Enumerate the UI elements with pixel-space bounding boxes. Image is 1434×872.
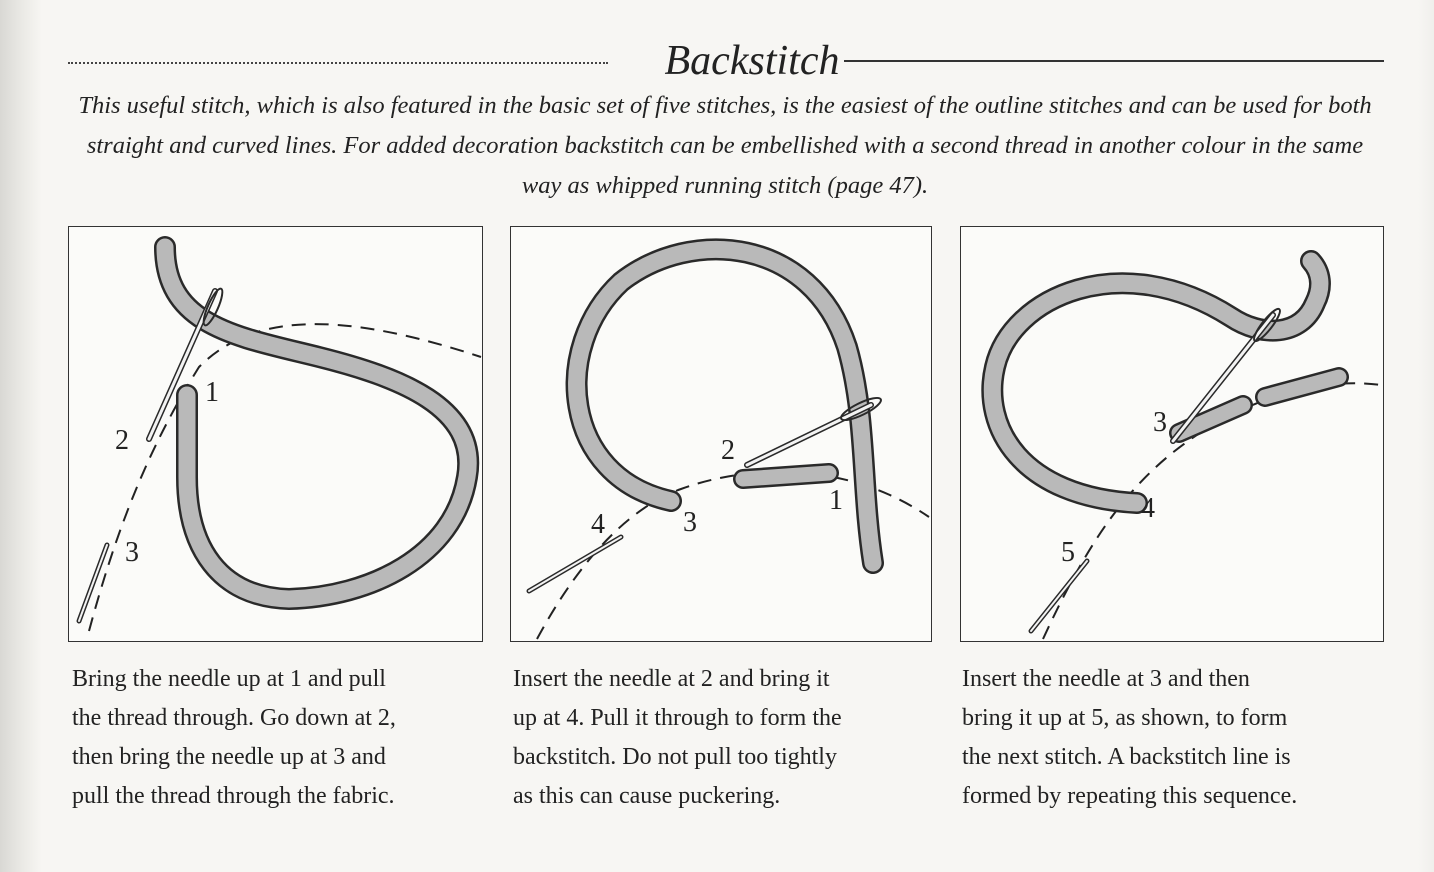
needle-tip: [1031, 561, 1087, 631]
title-rule-left: [68, 62, 608, 64]
section-header: [68, 36, 1384, 86]
caption-line: up at 4. Pull it through to form the: [513, 705, 842, 731]
point-label: 2: [115, 425, 129, 456]
point-label: 1: [205, 377, 219, 408]
point-label: 3: [125, 537, 139, 568]
caption-line: bring it up at 5, as shown, to form: [962, 705, 1288, 731]
point-label: 3: [683, 507, 697, 538]
step-2-caption: [513, 660, 943, 816]
caption-line: Insert the needle at 3 and then: [962, 666, 1250, 692]
point-label: 5: [1061, 537, 1075, 568]
caption-line: the thread through. Go down at 2,: [72, 705, 396, 731]
step-1-illustration: [68, 226, 483, 642]
caption-line: the next stitch. A backstitch line is: [962, 744, 1291, 770]
point-label: 3: [1153, 407, 1167, 438]
page-edge-shadow: [1418, 0, 1434, 872]
caption-line: Insert the needle at 2 and bring it: [513, 666, 830, 692]
point-label: 4: [591, 509, 605, 540]
point-label: 4: [1141, 493, 1155, 524]
caption-line: backstitch. Do not pull too tightly: [513, 744, 837, 770]
caption-line: pull the thread through the fabric.: [72, 783, 395, 809]
caption-line: then bring the needle up at 3 and: [72, 744, 386, 770]
page-gutter-shadow: [0, 0, 42, 872]
intro-paragraph: This useful stitch, which is also featured in the basic set of five stitches, is the easiest of the outline stitches and can be used for both straight and curved lines. For added decoration backstitch can be embellished with a second thread in another colour in the same way as whipped running stitch (page 47).: [78, 92, 1372, 199]
step-3-illustration: [960, 226, 1384, 642]
title-rule-right: [844, 60, 1384, 62]
caption-line: formed by repeating this sequence.: [962, 783, 1298, 809]
step-3-caption: [962, 660, 1392, 816]
caption-line: as this can cause puckering.: [513, 783, 781, 809]
step-1-caption: [72, 660, 492, 816]
needle-tip: [529, 537, 621, 591]
step-2-illustration: [510, 226, 932, 642]
backstitch: [743, 473, 829, 479]
stitch-line-dashed: [89, 324, 481, 631]
point-label: 2: [721, 435, 735, 466]
point-label: 1: [829, 485, 843, 516]
section-title: Backstitch: [664, 38, 840, 84]
caption-line: Bring the needle up at 1 and pull: [72, 666, 386, 692]
